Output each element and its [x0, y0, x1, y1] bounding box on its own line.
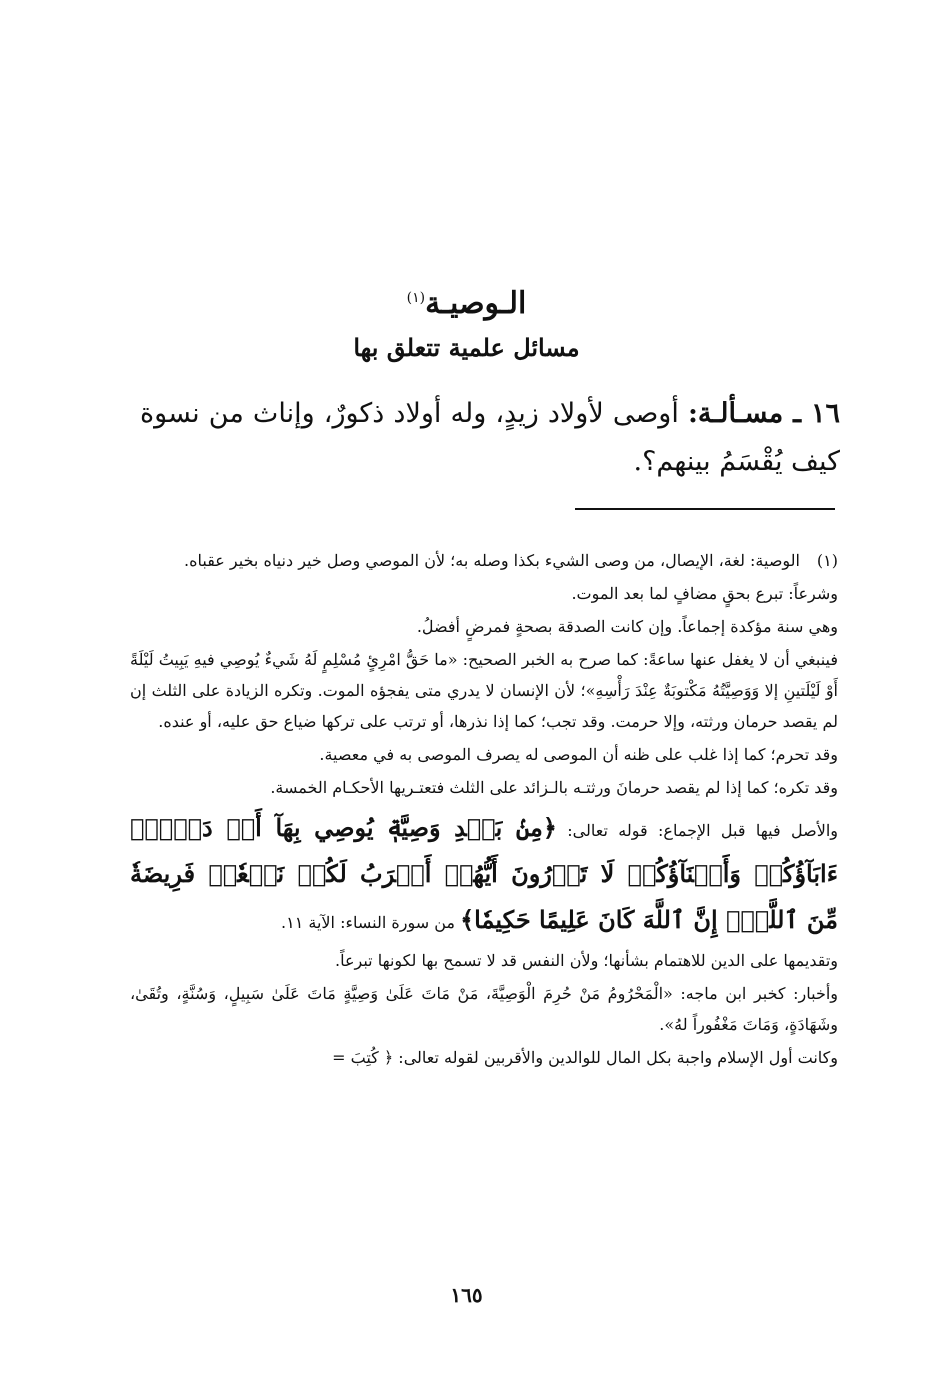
footnote-paragraph: وكانت أول الإسلام واجبة بكل المال للوالدين والأقربين لقوله تعالى: ﴿ كُتِبَ = [332, 1048, 838, 1067]
section-title [0, 278, 933, 324]
footnote-divider [575, 508, 835, 510]
footnote-text: الوصية: لغة، الإيصال، من وصى الشيء بكذا وصله به؛ لأن الموصي وصل خير دنياه بخير عقباه. [184, 551, 800, 570]
footnote-paragraph: وشرعاً: تبرع بحقٍ مضافٍ لما بعد الموت. [571, 584, 838, 603]
footnotes-section [130, 545, 838, 1075]
footnote-paragraph: وتقديمها على الدين للاهتمام بشأنها؛ ولأن النفس قد لا تسمح بها لكونها تبرعاً. [334, 951, 838, 970]
footnote-marker: (١) [816, 551, 838, 570]
quran-reference: من سورة النساء: الآية ١١. [281, 913, 455, 932]
footnote-reference[interactable]: (١) [406, 290, 426, 306]
footnote-paragraph: وقد تحرم؛ كما إذا غلب على ظنه أن الموصى له يصرف الموصى به في معصية. [319, 745, 838, 764]
page-number: ١٦٥ [450, 1283, 483, 1307]
quran-intro: والأصل فيها قبل الإجماع: قوله تعالى: [567, 821, 838, 840]
footnote-paragraph [130, 545, 838, 576]
footnote-paragraph: وقد تكره؛ كما إذا لم يقصد حرمانَ ورثتـه بالـزائد على الثلث فتعتـريها الأحكـام الخمسة. [270, 778, 838, 797]
footnote-paragraph: فينبغي أن لا يغفل عنها ساعةً: كما صرح به الخبر الصحيح: «ما حَقُّ امْرِئٍ مُسْلِمٍ لَهُ شَيءٌ يُوصِي فيهِ يَبِيتُ لَيْلَةً أَوْ لَيْلَتينِ إلا وَوَصِيَّتُهُ مَكْتوبَةٌ عِنْدَ رَأْسِهِ»؛ لأن الإنسان لا يدري متى يفجؤه الموت. وتكره الزيادة على الثلث إن لم يقصد حرمان ورثته، وإلا حرمت. وقد تجب؛ كما إذا نذرها، أو ترتب على تركها ضياع حق عليه، أو عنده. [130, 650, 839, 731]
footnote-paragraph-quran [130, 805, 838, 943]
section-title-text: الـوصيـة [425, 286, 527, 321]
section-subtitle: مسائل علمية تتعلق بها [353, 333, 580, 362]
footnote-paragraph: وهي سنة مؤكدة إجماعاً. وإن كانت الصدقة بصحةٍ فمرضٍ أفضلُ. [416, 617, 838, 636]
question-text: أوصى لأولاد زيدٍ، وله أولاد ذكورٌ، وإناث من نسوة كيف يُقْسَمُ بينهم؟. [140, 398, 840, 477]
question-paragraph [140, 390, 840, 486]
footnote-paragraph: وأخبار: كخبر ابن ماجه: «الْمَحْرُومُ مَنْ حُرِمَ الْوَصِيَّةَ، مَنْ مَاتَ عَلَىٰ وَصِيَّةٍ مَاتَ عَلَىٰ سَبِيلٍ، وَسُنَّةٍ، وتُقَىٰ، وشَهَادَةٍ، وَمَاتَ مَغْفُوراً لهُ». [130, 984, 838, 1034]
question-number: ١٦ ـ مسـألـة: [687, 398, 840, 429]
quran-verse: ﴿مِنۢ بَعۡدِ وَصِيَّةٖ يُوصِي بِهَآ أَوۡ دَيۡنٍۗ ءَابَآؤُكُمۡ وَأَبۡنَآؤُكُمۡ لَا تَدۡرُونَ أَيُّهُمۡ أَقۡرَبُ لَكُمۡ نَفۡعٗاۚ فَرِيضَةٗ مِّنَ ٱللَّهِۗ إِنَّ ٱللَّهَ كَانَ عَلِيمًا حَكِيمٗا﴾ [130, 813, 838, 934]
